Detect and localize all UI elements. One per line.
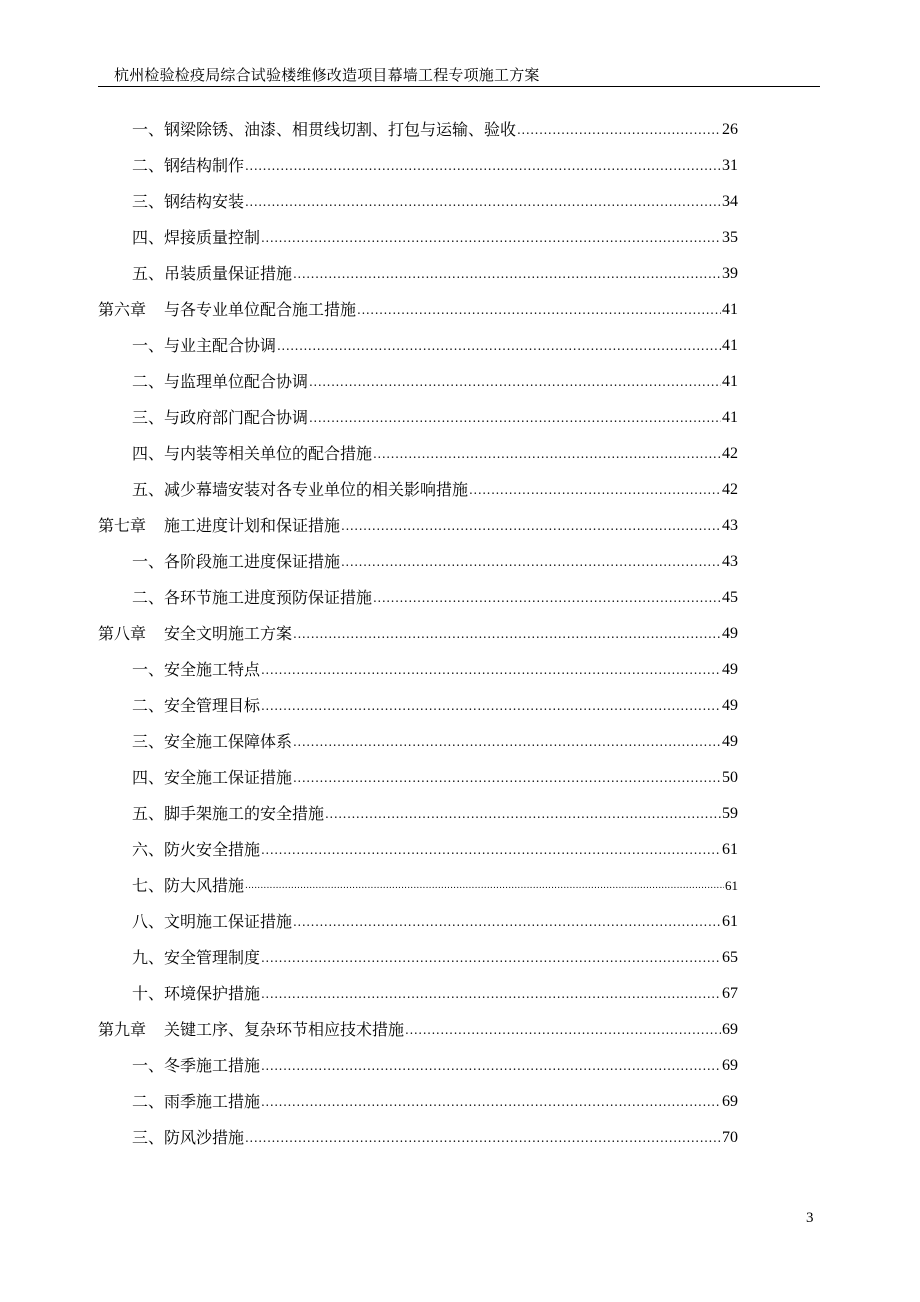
toc-entry[interactable] <box>98 944 738 968</box>
toc-entry[interactable] <box>98 764 738 788</box>
toc-page-number: 69 <box>722 1057 738 1074</box>
toc-entry-label: 一、冬季施工措施 <box>132 1056 261 1075</box>
toc-leader-dots <box>261 660 721 680</box>
toc-leader-dots <box>325 804 721 824</box>
toc-entry-label: 九、安全管理制度 <box>132 948 261 967</box>
toc-entry[interactable] <box>98 1124 738 1148</box>
toc-entry-label <box>98 624 292 644</box>
toc-leader-dots <box>245 156 721 176</box>
toc-entry[interactable] <box>98 872 738 896</box>
toc-page-number: 41 <box>722 409 738 426</box>
toc-page-number: 41 <box>722 373 738 390</box>
chapter-title: 与各专业单位配合施工措施 <box>164 300 357 319</box>
toc-page-number: 26 <box>722 121 738 138</box>
toc-entry-label: 四、焊接质量控制 <box>132 228 261 247</box>
toc-entry-label: 二、与监理单位配合协调 <box>132 372 309 391</box>
toc-entry-label <box>98 300 356 320</box>
toc-entry-label: 一、与业主配合协调 <box>132 336 277 355</box>
toc-entry-label: 一、各阶段施工进度保证措施 <box>132 552 341 571</box>
toc-entry-label: 五、减少幕墙安装对各专业单位的相关影响措施 <box>132 480 469 499</box>
chapter-title: 安全文明施工方案 <box>164 624 293 643</box>
toc-entry[interactable] <box>98 584 738 608</box>
toc-leader-dots <box>261 1056 721 1076</box>
toc-entry-label: 二、钢结构制作 <box>132 156 245 175</box>
toc-entry-label: 四、与内装等相关单位的配合措施 <box>132 444 373 463</box>
toc-entry-label: 三、防风沙措施 <box>132 1128 245 1147</box>
toc-entry[interactable] <box>98 800 738 824</box>
chapter-number: 第九章 <box>98 1020 147 1039</box>
toc-entry-label: 三、安全施工保障体系 <box>132 732 293 751</box>
toc-entry-label <box>98 1020 404 1040</box>
toc-entry[interactable] <box>98 116 738 140</box>
toc-page-number: 59 <box>722 805 738 822</box>
toc-leader-dots <box>469 480 721 500</box>
toc-entry-label: 一、钢梁除锈、油漆、相贯线切割、打包与运输、验收 <box>132 120 517 139</box>
toc-entry[interactable] <box>98 476 738 500</box>
toc-page-number: 45 <box>722 589 738 606</box>
toc-page-number: 69 <box>722 1021 738 1038</box>
toc-entry[interactable] <box>98 440 738 464</box>
toc-leader-dots <box>245 1128 721 1148</box>
toc-entry[interactable] <box>98 224 738 248</box>
toc-page-number: 49 <box>722 733 738 750</box>
toc-entry[interactable] <box>98 548 738 572</box>
toc-page-number: 42 <box>722 481 738 498</box>
toc-entry[interactable] <box>98 836 738 860</box>
toc-page-number: 35 <box>722 229 738 246</box>
toc-entry-label: 二、各环节施工进度预防保证措施 <box>132 588 373 607</box>
toc-page-number: 50 <box>722 769 738 786</box>
toc-entry-label: 一、安全施工特点 <box>132 660 261 679</box>
toc-entry-label <box>98 516 340 536</box>
toc-entry-label: 七、防大风措施 <box>132 876 245 895</box>
toc-page-number: 41 <box>722 301 738 318</box>
header-title: 杭州检验检疫局综合试验楼维修改造项目幕墙工程专项施工方案 <box>114 66 540 84</box>
toc-entry-label: 五、脚手架施工的安全措施 <box>132 804 325 823</box>
toc-page-number: 39 <box>722 265 738 282</box>
toc-entry[interactable] <box>98 404 738 428</box>
toc-entry-label: 四、安全施工保证措施 <box>132 768 293 787</box>
toc-chapter-entry[interactable] <box>98 296 738 320</box>
toc-leader-dots <box>261 948 721 968</box>
toc-leader-dots <box>261 984 721 1004</box>
toc-entry-label: 三、与政府部门配合协调 <box>132 408 309 427</box>
toc-page-number: 70 <box>722 1129 738 1146</box>
toc-page-number: 65 <box>722 949 738 966</box>
page-header <box>98 64 820 87</box>
toc-entry[interactable] <box>98 260 738 284</box>
toc-leader-dots <box>341 552 721 572</box>
toc-page-number: 49 <box>722 697 738 714</box>
page-number: 3 <box>806 1210 814 1226</box>
toc-leader-dots <box>293 912 721 932</box>
toc-leader-dots <box>261 696 721 716</box>
toc-entry[interactable] <box>98 188 738 212</box>
toc-page-number: 43 <box>722 517 738 534</box>
toc-leader-dots <box>245 876 724 896</box>
toc-page-number: 61 <box>725 878 738 893</box>
toc-entry-label: 十、环境保护措施 <box>132 984 261 1003</box>
toc-chapter-entry[interactable] <box>98 1016 738 1040</box>
toc-entry[interactable] <box>98 980 738 1004</box>
toc-leader-dots <box>293 264 721 284</box>
toc-page-number: 43 <box>722 553 738 570</box>
toc-page-number: 61 <box>722 913 738 930</box>
toc-leader-dots <box>357 300 721 320</box>
toc-entry[interactable] <box>98 656 738 680</box>
toc-entry[interactable] <box>98 1052 738 1076</box>
toc-leader-dots <box>245 192 721 212</box>
chapter-title: 施工进度计划和保证措施 <box>164 516 341 535</box>
toc-page-number: 41 <box>722 337 738 354</box>
toc-entry-label: 五、吊装质量保证措施 <box>132 264 293 283</box>
toc-page-number: 49 <box>722 625 738 642</box>
chapter-number: 第八章 <box>98 624 147 643</box>
toc-leader-dots <box>293 624 721 644</box>
toc-leader-dots <box>373 444 721 464</box>
toc-leader-dots <box>373 588 721 608</box>
toc-entry-label: 八、文明施工保证措施 <box>132 912 293 931</box>
toc-entry-label: 二、安全管理目标 <box>132 696 261 715</box>
toc-page-number: 42 <box>722 445 738 462</box>
toc-page-number: 31 <box>722 157 738 174</box>
toc-leader-dots <box>293 768 721 788</box>
toc-page-number: 49 <box>722 661 738 678</box>
toc-entry-label: 三、钢结构安装 <box>132 192 245 211</box>
toc-entry[interactable] <box>98 332 738 356</box>
toc-entry[interactable] <box>98 152 738 176</box>
toc-leader-dots <box>261 228 721 248</box>
toc-leader-dots <box>261 840 721 860</box>
toc-entry-label: 六、防火安全措施 <box>132 840 261 859</box>
toc-leader-dots <box>517 120 721 140</box>
toc-leader-dots <box>309 408 721 428</box>
chapter-number: 第七章 <box>98 516 147 535</box>
toc-leader-dots <box>261 1092 721 1112</box>
toc-leader-dots <box>405 1020 721 1040</box>
toc-leader-dots <box>309 372 721 392</box>
toc-entry[interactable] <box>98 368 738 392</box>
toc-entry[interactable] <box>98 1088 738 1112</box>
toc-leader-dots <box>293 732 721 752</box>
toc-page-number: 69 <box>722 1093 738 1110</box>
chapter-title: 关键工序、复杂环节相应技术措施 <box>164 1020 405 1039</box>
toc-entry[interactable] <box>98 728 738 752</box>
toc-entry-label: 二、雨季施工措施 <box>132 1092 261 1111</box>
toc-entry[interactable] <box>98 908 738 932</box>
toc-page-number: 67 <box>722 985 738 1002</box>
chapter-number: 第六章 <box>98 300 147 319</box>
toc-entry[interactable] <box>98 692 738 716</box>
toc-chapter-entry[interactable] <box>98 620 738 644</box>
toc-page-number: 34 <box>722 193 738 210</box>
toc-leader-dots <box>341 516 721 536</box>
toc-leader-dots <box>277 336 721 356</box>
toc-page-number: 61 <box>722 841 738 858</box>
toc-chapter-entry[interactable] <box>98 512 738 536</box>
